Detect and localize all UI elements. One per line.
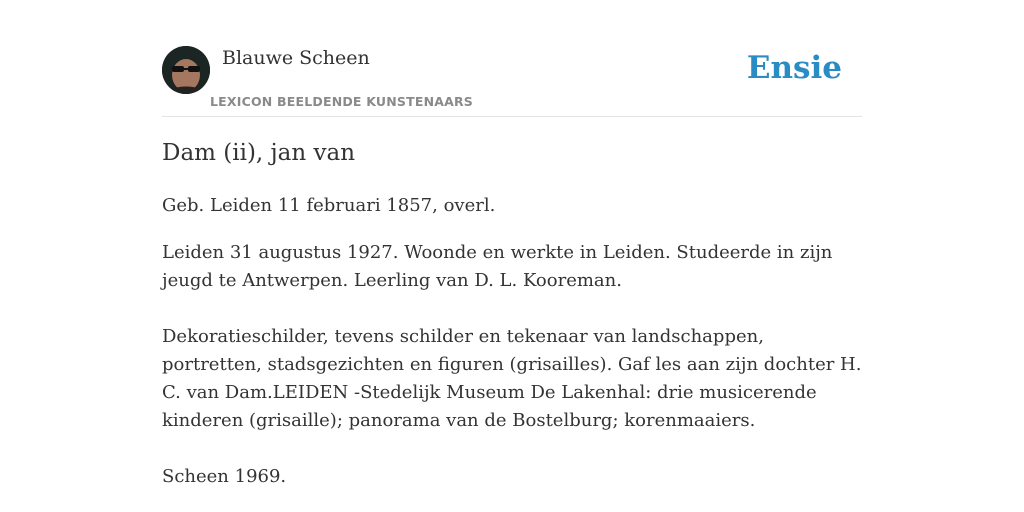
person-icon xyxy=(162,46,210,94)
brand-logo[interactable]: Ensie xyxy=(746,50,842,86)
article-source: Scheen 1969. xyxy=(162,466,287,487)
article-paragraph: Geb. Leiden 11 februari 1857, overl. xyxy=(162,195,496,216)
article-paragraph: Leiden 31 augustus 1927. Woonde en werkte in Leiden. Studeerde in zijn jeugd te Antwerpen. Leerling van D. L. Kooreman. xyxy=(162,242,833,291)
author-name[interactable]: Blauwe Scheen xyxy=(222,47,370,69)
page-title: Dam (ii), jan van xyxy=(162,140,356,166)
author-avatar[interactable] xyxy=(162,46,210,94)
article-paragraph: Dekoratieschilder, tevens schilder en tekenaar van landschappen, portretten, stadsgezichten en figuren (grisailles). Gaf les aan zijn dochter H. C. van Dam.LEIDEN -Stedelijk Museum De Lakenhal: drie musicerende kinderen (grisaille); panorama van de Bostelburg; korenmaaiers. xyxy=(162,326,862,431)
section-label[interactable]: LEXICON BEELDENDE KUNSTENAARS xyxy=(210,94,474,109)
article-header xyxy=(162,46,862,117)
article-body xyxy=(162,192,862,491)
